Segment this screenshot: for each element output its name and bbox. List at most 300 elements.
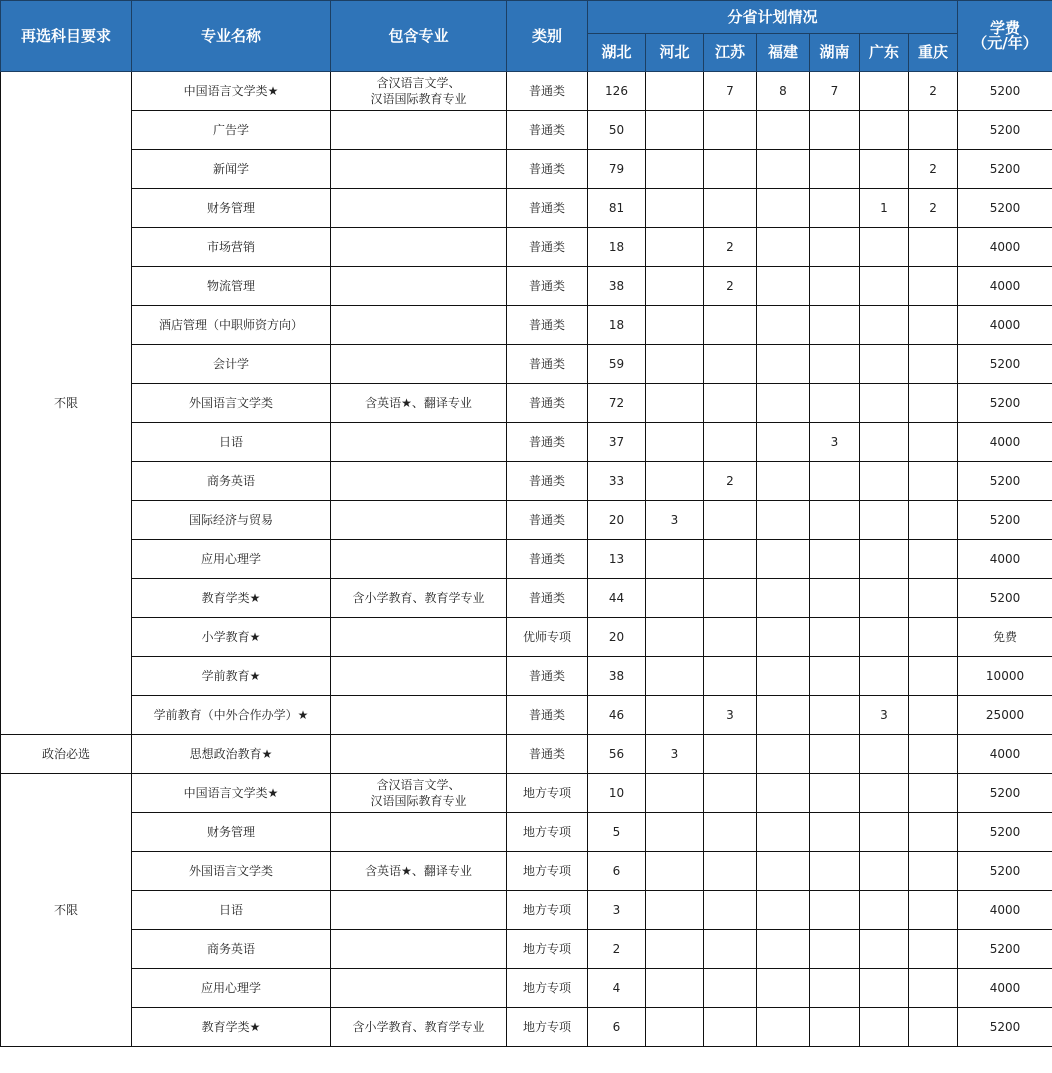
major-name-cell: 应用心理学 bbox=[132, 540, 331, 579]
plan-jiangsu-cell bbox=[704, 735, 757, 774]
plan-chongqing-cell bbox=[909, 891, 958, 930]
plan-chongqing-cell: 2 bbox=[909, 189, 958, 228]
included-majors-cell bbox=[331, 423, 507, 462]
included-majors-cell bbox=[331, 306, 507, 345]
table-row bbox=[1, 813, 1052, 852]
tuition-cell: 5200 bbox=[958, 384, 1052, 423]
plan-guangdong-cell: 1 bbox=[860, 189, 909, 228]
included-majors-cell bbox=[331, 969, 507, 1008]
plan-hebei-cell bbox=[646, 891, 704, 930]
plan-jiangsu-cell bbox=[704, 774, 757, 813]
plan-hebei-cell bbox=[646, 969, 704, 1008]
plan-hubei-cell: 126 bbox=[588, 72, 646, 111]
major-name-cell: 学前教育★ bbox=[132, 657, 331, 696]
header-province-chongqing: 重庆 bbox=[909, 34, 958, 72]
tuition-cell: 5200 bbox=[958, 501, 1052, 540]
plan-guangdong-cell bbox=[860, 462, 909, 501]
included-majors-cell bbox=[331, 384, 507, 423]
major-name-cell: 思想政治教育★ bbox=[132, 735, 331, 774]
plan-hunan-cell bbox=[810, 150, 860, 189]
plan-hebei-cell bbox=[646, 150, 704, 189]
plan-guangdong-cell bbox=[860, 111, 909, 150]
header-province-fujian: 福建 bbox=[757, 34, 810, 72]
plan-jiangsu-cell bbox=[704, 852, 757, 891]
major-name-cell: 商务英语 bbox=[132, 930, 331, 969]
plan-jiangsu-cell: 3 bbox=[704, 696, 757, 735]
plan-fujian-cell bbox=[757, 462, 810, 501]
plan-jiangsu-cell bbox=[704, 111, 757, 150]
plan-fujian-cell bbox=[757, 969, 810, 1008]
category-cell: 普通类 bbox=[507, 150, 588, 189]
plan-hebei-cell bbox=[646, 657, 704, 696]
plan-fujian-cell bbox=[757, 384, 810, 423]
tuition-cell: 5200 bbox=[958, 579, 1052, 618]
plan-hunan-cell bbox=[810, 891, 860, 930]
category-cell: 地方专项 bbox=[507, 1008, 588, 1047]
major-name-cell: 广告学 bbox=[132, 111, 331, 150]
subject-requirement-cell: 政治必选 bbox=[1, 735, 132, 774]
header-category: 类别 bbox=[507, 1, 588, 72]
tuition-cell: 4000 bbox=[958, 306, 1052, 345]
category-cell: 地方专项 bbox=[507, 852, 588, 891]
tuition-cell: 4000 bbox=[958, 540, 1052, 579]
tuition-cell: 免费 bbox=[958, 618, 1052, 657]
table-row bbox=[1, 189, 1052, 228]
major-name-cell: 酒店管理（中职师资方向） bbox=[132, 306, 331, 345]
plan-hubei-cell: 38 bbox=[588, 657, 646, 696]
included-majors-cell bbox=[331, 735, 507, 774]
plan-jiangsu-cell bbox=[704, 384, 757, 423]
major-name-cell: 中国语言文学类★ bbox=[132, 72, 331, 111]
plan-chongqing-cell bbox=[909, 1008, 958, 1047]
table-row bbox=[1, 696, 1052, 735]
plan-hunan-cell bbox=[810, 930, 860, 969]
plan-hubei-cell: 18 bbox=[588, 228, 646, 267]
plan-chongqing-cell bbox=[909, 267, 958, 306]
included-majors-line-2: 汉语国际教育专业 bbox=[370, 92, 467, 106]
category-cell: 地方专项 bbox=[507, 813, 588, 852]
tuition-cell: 5200 bbox=[958, 852, 1052, 891]
plan-chongqing-cell bbox=[909, 111, 958, 150]
included-majors-cell bbox=[331, 852, 507, 891]
major-name-cell: 小学教育★ bbox=[132, 618, 331, 657]
plan-fujian-cell bbox=[757, 852, 810, 891]
table-row bbox=[1, 111, 1052, 150]
category-cell: 普通类 bbox=[507, 345, 588, 384]
plan-hebei-cell bbox=[646, 774, 704, 813]
table-row bbox=[1, 774, 1052, 813]
tuition-cell: 4000 bbox=[958, 267, 1052, 306]
plan-chongqing-cell bbox=[909, 969, 958, 1008]
plan-fujian-cell bbox=[757, 618, 810, 657]
plan-hubei-cell: 4 bbox=[588, 969, 646, 1008]
tuition-cell: 5200 bbox=[958, 345, 1052, 384]
included-majors-cell bbox=[331, 267, 507, 306]
plan-hubei-cell: 37 bbox=[588, 423, 646, 462]
plan-fujian-cell bbox=[757, 189, 810, 228]
included-majors-cell bbox=[331, 813, 507, 852]
plan-fujian-cell bbox=[757, 930, 810, 969]
plan-guangdong-cell bbox=[860, 228, 909, 267]
plan-fujian-cell bbox=[757, 891, 810, 930]
category-cell: 地方专项 bbox=[507, 930, 588, 969]
tuition-cell: 5200 bbox=[958, 189, 1052, 228]
plan-guangdong-cell bbox=[860, 852, 909, 891]
plan-hubei-cell: 33 bbox=[588, 462, 646, 501]
plan-chongqing-cell bbox=[909, 735, 958, 774]
table-row bbox=[1, 852, 1052, 891]
plan-chongqing-cell bbox=[909, 306, 958, 345]
category-cell: 普通类 bbox=[507, 501, 588, 540]
plan-fujian-cell bbox=[757, 267, 810, 306]
major-name-cell: 中国语言文学类★ bbox=[132, 774, 331, 813]
table-row bbox=[1, 423, 1052, 462]
plan-chongqing-cell bbox=[909, 813, 958, 852]
plan-hebei-cell bbox=[646, 267, 704, 306]
plan-hubei-cell: 3 bbox=[588, 891, 646, 930]
category-cell: 普通类 bbox=[507, 306, 588, 345]
table-body bbox=[1, 72, 1052, 1047]
plan-chongqing-cell bbox=[909, 228, 958, 267]
included-majors-line-1: 含小学教育、教育学专业 bbox=[352, 591, 485, 605]
category-cell: 普通类 bbox=[507, 735, 588, 774]
plan-guangdong-cell bbox=[860, 969, 909, 1008]
plan-chongqing-cell bbox=[909, 423, 958, 462]
plan-hubei-cell: 20 bbox=[588, 501, 646, 540]
plan-fujian-cell bbox=[757, 540, 810, 579]
plan-hunan-cell bbox=[810, 813, 860, 852]
included-majors-cell bbox=[331, 774, 507, 813]
included-majors-cell bbox=[331, 540, 507, 579]
plan-jiangsu-cell bbox=[704, 345, 757, 384]
plan-fujian-cell: 8 bbox=[757, 72, 810, 111]
plan-hubei-cell: 13 bbox=[588, 540, 646, 579]
major-name-cell: 商务英语 bbox=[132, 462, 331, 501]
plan-hunan-cell bbox=[810, 228, 860, 267]
plan-jiangsu-cell bbox=[704, 657, 757, 696]
tuition-cell: 5200 bbox=[958, 813, 1052, 852]
plan-guangdong-cell: 3 bbox=[860, 696, 909, 735]
plan-guangdong-cell bbox=[860, 423, 909, 462]
plan-jiangsu-cell bbox=[704, 306, 757, 345]
plan-hebei-cell: 3 bbox=[646, 735, 704, 774]
plan-jiangsu-cell bbox=[704, 579, 757, 618]
tuition-cell: 5200 bbox=[958, 111, 1052, 150]
included-majors-line-2: 汉语国际教育专业 bbox=[370, 794, 467, 808]
plan-guangdong-cell bbox=[860, 72, 909, 111]
plan-chongqing-cell bbox=[909, 618, 958, 657]
plan-fujian-cell bbox=[757, 657, 810, 696]
included-majors-cell bbox=[331, 150, 507, 189]
table-row bbox=[1, 462, 1052, 501]
plan-jiangsu-cell bbox=[704, 969, 757, 1008]
plan-guangdong-cell bbox=[860, 657, 909, 696]
included-majors-cell bbox=[331, 1008, 507, 1047]
plan-fujian-cell bbox=[757, 579, 810, 618]
table-header bbox=[1, 1, 1052, 72]
major-name-cell: 外国语言文学类 bbox=[132, 852, 331, 891]
plan-hebei-cell bbox=[646, 813, 704, 852]
plan-hebei-cell bbox=[646, 423, 704, 462]
plan-hunan-cell bbox=[810, 579, 860, 618]
category-cell: 普通类 bbox=[507, 657, 588, 696]
tuition-cell: 5200 bbox=[958, 1008, 1052, 1047]
plan-jiangsu-cell bbox=[704, 150, 757, 189]
plan-jiangsu-cell: 2 bbox=[704, 228, 757, 267]
plan-hubei-cell: 72 bbox=[588, 384, 646, 423]
included-majors-cell bbox=[331, 345, 507, 384]
header-tuition-label: 学费 bbox=[990, 19, 1021, 37]
plan-chongqing-cell bbox=[909, 540, 958, 579]
tuition-cell: 4000 bbox=[958, 228, 1052, 267]
major-name-cell: 国际经济与贸易 bbox=[132, 501, 331, 540]
plan-hunan-cell bbox=[810, 969, 860, 1008]
plan-hebei-cell bbox=[646, 1008, 704, 1047]
plan-chongqing-cell bbox=[909, 384, 958, 423]
table-row bbox=[1, 306, 1052, 345]
included-majors-cell bbox=[331, 696, 507, 735]
plan-fujian-cell bbox=[757, 423, 810, 462]
plan-hubei-cell: 10 bbox=[588, 774, 646, 813]
table-row bbox=[1, 501, 1052, 540]
major-name-cell: 日语 bbox=[132, 423, 331, 462]
category-cell: 优师专项 bbox=[507, 618, 588, 657]
plan-hunan-cell bbox=[810, 306, 860, 345]
plan-hunan-cell bbox=[810, 657, 860, 696]
included-majors-cell bbox=[331, 501, 507, 540]
plan-chongqing-cell bbox=[909, 852, 958, 891]
plan-fujian-cell bbox=[757, 306, 810, 345]
table-row bbox=[1, 579, 1052, 618]
header-province-hubei: 湖北 bbox=[588, 34, 646, 72]
table-row bbox=[1, 735, 1052, 774]
plan-hunan-cell bbox=[810, 1008, 860, 1047]
table-row bbox=[1, 618, 1052, 657]
header-province-hebei: 河北 bbox=[646, 34, 704, 72]
category-cell: 普通类 bbox=[507, 189, 588, 228]
plan-hubei-cell: 18 bbox=[588, 306, 646, 345]
included-majors-line-1: 含英语★、翻译专业 bbox=[365, 396, 472, 410]
tuition-cell: 10000 bbox=[958, 657, 1052, 696]
plan-guangdong-cell bbox=[860, 930, 909, 969]
plan-hebei-cell bbox=[646, 540, 704, 579]
plan-hebei-cell bbox=[646, 189, 704, 228]
plan-jiangsu-cell bbox=[704, 501, 757, 540]
table-row bbox=[1, 72, 1052, 111]
plan-hebei-cell bbox=[646, 852, 704, 891]
plan-guangdong-cell bbox=[860, 813, 909, 852]
header-tuition bbox=[958, 1, 1052, 72]
plan-guangdong-cell bbox=[860, 150, 909, 189]
major-name-cell: 教育学类★ bbox=[132, 1008, 331, 1047]
category-cell: 普通类 bbox=[507, 228, 588, 267]
plan-hubei-cell: 56 bbox=[588, 735, 646, 774]
included-majors-cell bbox=[331, 579, 507, 618]
table-row bbox=[1, 657, 1052, 696]
tuition-cell: 5200 bbox=[958, 930, 1052, 969]
included-majors-cell bbox=[331, 618, 507, 657]
table-row bbox=[1, 891, 1052, 930]
plan-hebei-cell: 3 bbox=[646, 501, 704, 540]
table-row bbox=[1, 267, 1052, 306]
category-cell: 普通类 bbox=[507, 267, 588, 306]
plan-hunan-cell bbox=[810, 384, 860, 423]
major-name-cell: 财务管理 bbox=[132, 813, 331, 852]
tuition-cell: 25000 bbox=[958, 696, 1052, 735]
category-cell: 地方专项 bbox=[507, 891, 588, 930]
plan-jiangsu-cell bbox=[704, 1008, 757, 1047]
table-row bbox=[1, 969, 1052, 1008]
table-row bbox=[1, 150, 1052, 189]
plan-jiangsu-cell bbox=[704, 813, 757, 852]
table-row bbox=[1, 930, 1052, 969]
plan-hebei-cell bbox=[646, 228, 704, 267]
plan-hunan-cell bbox=[810, 735, 860, 774]
plan-guangdong-cell bbox=[860, 774, 909, 813]
table-row bbox=[1, 345, 1052, 384]
plan-hunan-cell bbox=[810, 501, 860, 540]
plan-fujian-cell bbox=[757, 501, 810, 540]
major-name-cell: 教育学类★ bbox=[132, 579, 331, 618]
plan-hebei-cell bbox=[646, 72, 704, 111]
plan-chongqing-cell bbox=[909, 696, 958, 735]
subject-requirement-cell: 不限 bbox=[1, 72, 132, 735]
plan-hubei-cell: 6 bbox=[588, 852, 646, 891]
included-majors-line-1: 含英语★、翻译专业 bbox=[365, 864, 472, 878]
plan-guangdong-cell bbox=[860, 345, 909, 384]
plan-hunan-cell bbox=[810, 267, 860, 306]
plan-guangdong-cell bbox=[860, 618, 909, 657]
header-major-name: 专业名称 bbox=[132, 1, 331, 72]
plan-fujian-cell bbox=[757, 228, 810, 267]
included-majors-cell bbox=[331, 111, 507, 150]
category-cell: 普通类 bbox=[507, 423, 588, 462]
plan-hunan-cell bbox=[810, 774, 860, 813]
tuition-cell: 4000 bbox=[958, 735, 1052, 774]
plan-hebei-cell bbox=[646, 306, 704, 345]
plan-hubei-cell: 38 bbox=[588, 267, 646, 306]
plan-guangdong-cell bbox=[860, 306, 909, 345]
category-cell: 普通类 bbox=[507, 462, 588, 501]
plan-hebei-cell bbox=[646, 345, 704, 384]
major-name-cell: 物流管理 bbox=[132, 267, 331, 306]
included-majors-cell bbox=[331, 189, 507, 228]
included-majors-line-1: 含小学教育、教育学专业 bbox=[352, 1020, 485, 1034]
category-cell: 普通类 bbox=[507, 579, 588, 618]
plan-jiangsu-cell: 2 bbox=[704, 462, 757, 501]
plan-jiangsu-cell: 2 bbox=[704, 267, 757, 306]
plan-fujian-cell bbox=[757, 696, 810, 735]
major-name-cell: 日语 bbox=[132, 891, 331, 930]
plan-hebei-cell bbox=[646, 579, 704, 618]
plan-fujian-cell bbox=[757, 111, 810, 150]
plan-jiangsu-cell bbox=[704, 618, 757, 657]
plan-guangdong-cell bbox=[860, 540, 909, 579]
plan-hunan-cell bbox=[810, 852, 860, 891]
plan-chongqing-cell: 2 bbox=[909, 150, 958, 189]
plan-jiangsu-cell bbox=[704, 189, 757, 228]
tuition-cell: 5200 bbox=[958, 150, 1052, 189]
plan-hunan-cell: 3 bbox=[810, 423, 860, 462]
plan-hubei-cell: 46 bbox=[588, 696, 646, 735]
plan-hebei-cell bbox=[646, 618, 704, 657]
plan-fujian-cell bbox=[757, 1008, 810, 1047]
category-cell: 地方专项 bbox=[507, 969, 588, 1008]
included-majors-cell bbox=[331, 891, 507, 930]
plan-hunan-cell bbox=[810, 618, 860, 657]
plan-chongqing-cell bbox=[909, 657, 958, 696]
plan-chongqing-cell bbox=[909, 930, 958, 969]
plan-guangdong-cell bbox=[860, 384, 909, 423]
major-name-cell: 学前教育（中外合作办学）★ bbox=[132, 696, 331, 735]
plan-hebei-cell bbox=[646, 696, 704, 735]
major-name-cell: 新闻学 bbox=[132, 150, 331, 189]
included-majors-cell bbox=[331, 462, 507, 501]
category-cell: 普通类 bbox=[507, 696, 588, 735]
plan-jiangsu-cell bbox=[704, 423, 757, 462]
category-cell: 普通类 bbox=[507, 540, 588, 579]
table-row bbox=[1, 228, 1052, 267]
major-name-cell: 财务管理 bbox=[132, 189, 331, 228]
plan-hunan-cell bbox=[810, 462, 860, 501]
tuition-cell: 4000 bbox=[958, 423, 1052, 462]
plan-chongqing-cell bbox=[909, 345, 958, 384]
plan-hubei-cell: 2 bbox=[588, 930, 646, 969]
plan-jiangsu-cell: 7 bbox=[704, 72, 757, 111]
plan-chongqing-cell: 2 bbox=[909, 72, 958, 111]
major-name-cell: 应用心理学 bbox=[132, 969, 331, 1008]
plan-hebei-cell bbox=[646, 462, 704, 501]
plan-hubei-cell: 6 bbox=[588, 1008, 646, 1047]
category-cell: 普通类 bbox=[507, 111, 588, 150]
included-majors-cell bbox=[331, 930, 507, 969]
plan-hunan-cell bbox=[810, 111, 860, 150]
header-province-jiangsu: 江苏 bbox=[704, 34, 757, 72]
tuition-cell: 4000 bbox=[958, 969, 1052, 1008]
header-province-guangdong: 广东 bbox=[860, 34, 909, 72]
plan-chongqing-cell bbox=[909, 462, 958, 501]
plan-hebei-cell bbox=[646, 384, 704, 423]
header-tuition-unit: （元/年） bbox=[972, 34, 1038, 52]
subject-requirement-cell: 不限 bbox=[1, 774, 132, 1047]
plan-hubei-cell: 44 bbox=[588, 579, 646, 618]
included-majors-line-1: 含汉语言文学、 bbox=[376, 778, 461, 792]
tuition-cell: 5200 bbox=[958, 462, 1052, 501]
category-cell: 地方专项 bbox=[507, 774, 588, 813]
plan-jiangsu-cell bbox=[704, 540, 757, 579]
plan-hunan-cell bbox=[810, 189, 860, 228]
header-provincial-plan: 分省计划情况 bbox=[588, 1, 958, 34]
included-majors-cell bbox=[331, 72, 507, 111]
plan-fujian-cell bbox=[757, 774, 810, 813]
table-row bbox=[1, 1008, 1052, 1047]
plan-hunan-cell bbox=[810, 696, 860, 735]
plan-hunan-cell bbox=[810, 540, 860, 579]
category-cell: 普通类 bbox=[507, 72, 588, 111]
plan-jiangsu-cell bbox=[704, 891, 757, 930]
header-province-hunan: 湖南 bbox=[810, 34, 860, 72]
plan-guangdong-cell bbox=[860, 501, 909, 540]
category-cell: 普通类 bbox=[507, 384, 588, 423]
plan-guangdong-cell bbox=[860, 1008, 909, 1047]
plan-fujian-cell bbox=[757, 150, 810, 189]
major-name-cell: 市场营销 bbox=[132, 228, 331, 267]
major-name-cell: 外国语言文学类 bbox=[132, 384, 331, 423]
plan-chongqing-cell bbox=[909, 774, 958, 813]
plan-fujian-cell bbox=[757, 345, 810, 384]
tuition-cell: 5200 bbox=[958, 774, 1052, 813]
header-included-majors: 包含专业 bbox=[331, 1, 507, 72]
